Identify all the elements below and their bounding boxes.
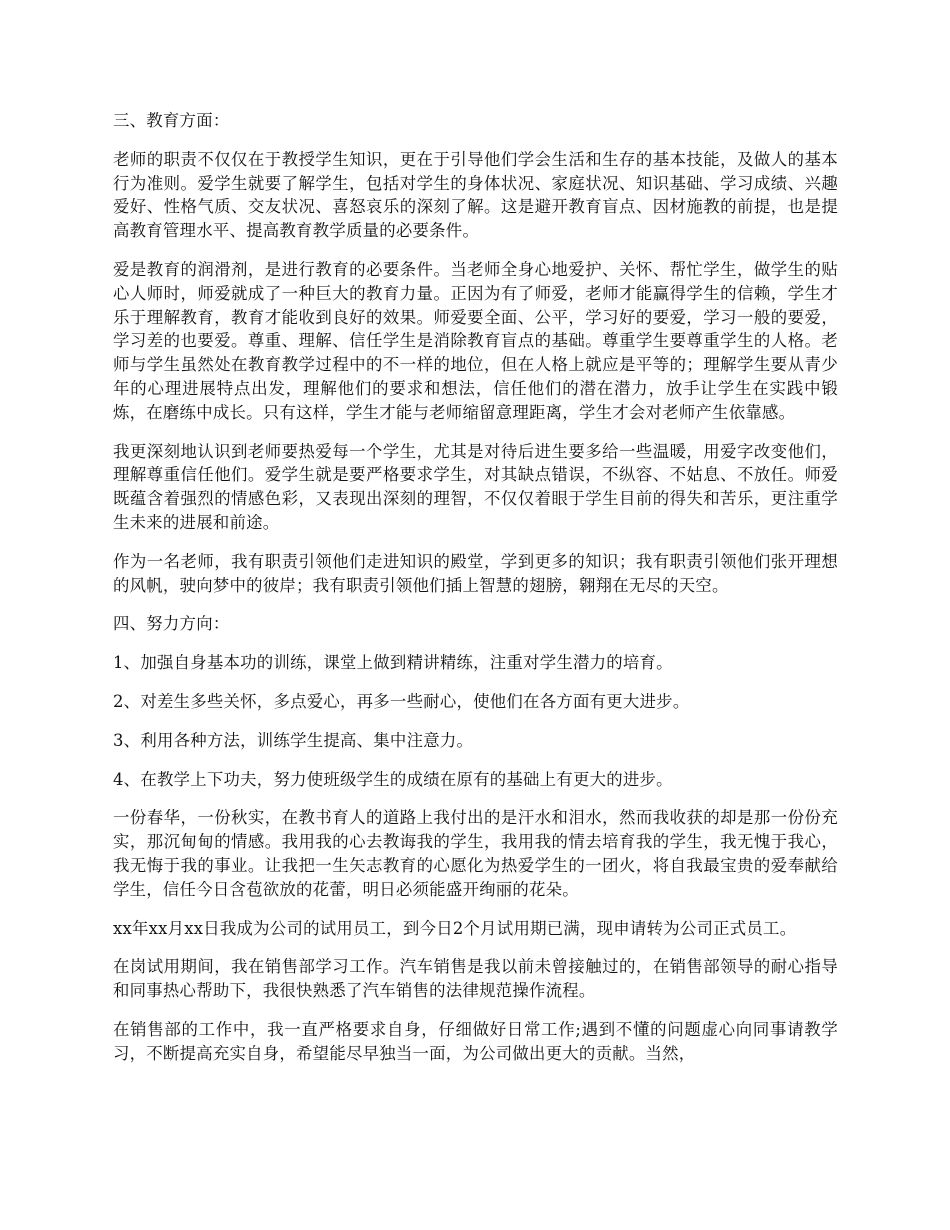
paragraph: 老师的职责不仅仅在于教授学生知识，更在于引导他们学会生活和生存的基本技能，及做人的基本行为准则。爱学生就要了解学生，包括对学生的身体状况、家庭状况、知识基础、学习成绩、兴趣爱好、性格气质、交友状况、喜怒哀乐的深刻了解。这是避开教育盲点、因材施教的前提，也是提高教育管理水平、提高教育教学质量的必要条件。 bbox=[113, 149, 838, 241]
paragraph: 在岗试用期间，我在销售部学习工作。汽车销售是我以前未曾接触过的，在销售部领导的耐心指导和同事热心帮助下，我很快熟悉了汽车销售的法律规范操作流程。 bbox=[113, 957, 838, 1001]
document-body bbox=[113, 109, 838, 1081]
paragraph: 我更深刻地认识到老师要热爱每一个学生，尤其是对待后进生要多给一些温暖，用爱字改变他们，理解尊重信任他们。爱学生就是要严格要求学生，对其缺点错误，不纵容、不姑息、不放任。师爱既蕴含着强烈的情感色彩，又表现出深刻的理智，不仅仅着眼于学生目前的得失和苦乐，更注重学生未来的进展和前途。 bbox=[113, 441, 838, 532]
paragraph: 一份春华，一份秋实，在教书育人的道路上我付出的是汗水和泪水，然而我收获的却是那一份份充实，那沉甸甸的情感。我用我的心去教诲我的学生，我用我的情去培育我的学生，我无愧于我心，我无悔于我的事业。让我把一生矢志教育的心愿化为热爱学生的一团火，将自我最宝贵的爱奉献给学生，信任今日含苞欲放的花蕾，明日必须能盛开绚丽的花朵。 bbox=[113, 808, 838, 899]
paragraph: xx年xx月xx日我成为公司的试用员工，到今日2个月试用期已满，现申请转为公司正式员工。 bbox=[113, 918, 797, 938]
paragraph: 在销售部的工作中，我一直严格要求自身，仔细做好日常工作;遇到不懂的问题虚心向同事请教学习，不断提高充实自身，希望能尽早独当一面，为公司做出更大的贡献。当然， bbox=[113, 1019, 838, 1063]
list-item: 2、对差生多些关怀，多点爱心，再多一些耐心，使他们在各方面有更大进步。 bbox=[113, 691, 690, 711]
list-item: 1、加强自身基本功的训练，课堂上做到精讲精练，注重对学生潜力的培育。 bbox=[113, 653, 673, 673]
section-heading-education: 三、教育方面： bbox=[113, 111, 230, 130]
section-heading-direction: 四、努力方向： bbox=[113, 614, 230, 634]
list-item: 4、在教学上下功夫，努力使班级学生的成绩在原有的基础上有更大的进步。 bbox=[113, 769, 673, 789]
paragraph: 作为一名老师，我有职责引领他们走进知识的殿堂，学到更多的知识；我有职责引领他们张开理想的风帆，驶向梦中的彼岸；我有职责引领他们插上智慧的翅膀，翱翔在无尽的天空。 bbox=[113, 551, 838, 595]
list-item: 3、利用各种方法，训练学生提高、集中注意力。 bbox=[113, 730, 474, 750]
paragraph: 爱是教育的润滑剂，是进行教育的必要条件。当老师全身心地爱护、关怀、帮忙学生，做学生的贴心人师时，师爱就成了一种巨大的教育力量。正因为有了师爱，老师才能赢得学生的信赖，学生才乐于理解教育，教育才能收到良好的效果。师爱要全面、公平，学习好的要爱，学习一般的要爱，学习差的也要爱。尊重、理解、信任学生是消除教育盲点的基础。尊重学生要尊重学生的人格。老师与学生虽然处在教育教学过程中的不一样的地位，但在人格上就应是平等的；理解学生要从青少年的心理进展特点出发，理解他们的要求和想法，信任他们的潜在潜力，放手让学生在实践中锻炼，在磨练中成长。只有这样，学生才能与老师缩留意理距离，学生才会对老师产生依靠感。 bbox=[113, 259, 838, 422]
